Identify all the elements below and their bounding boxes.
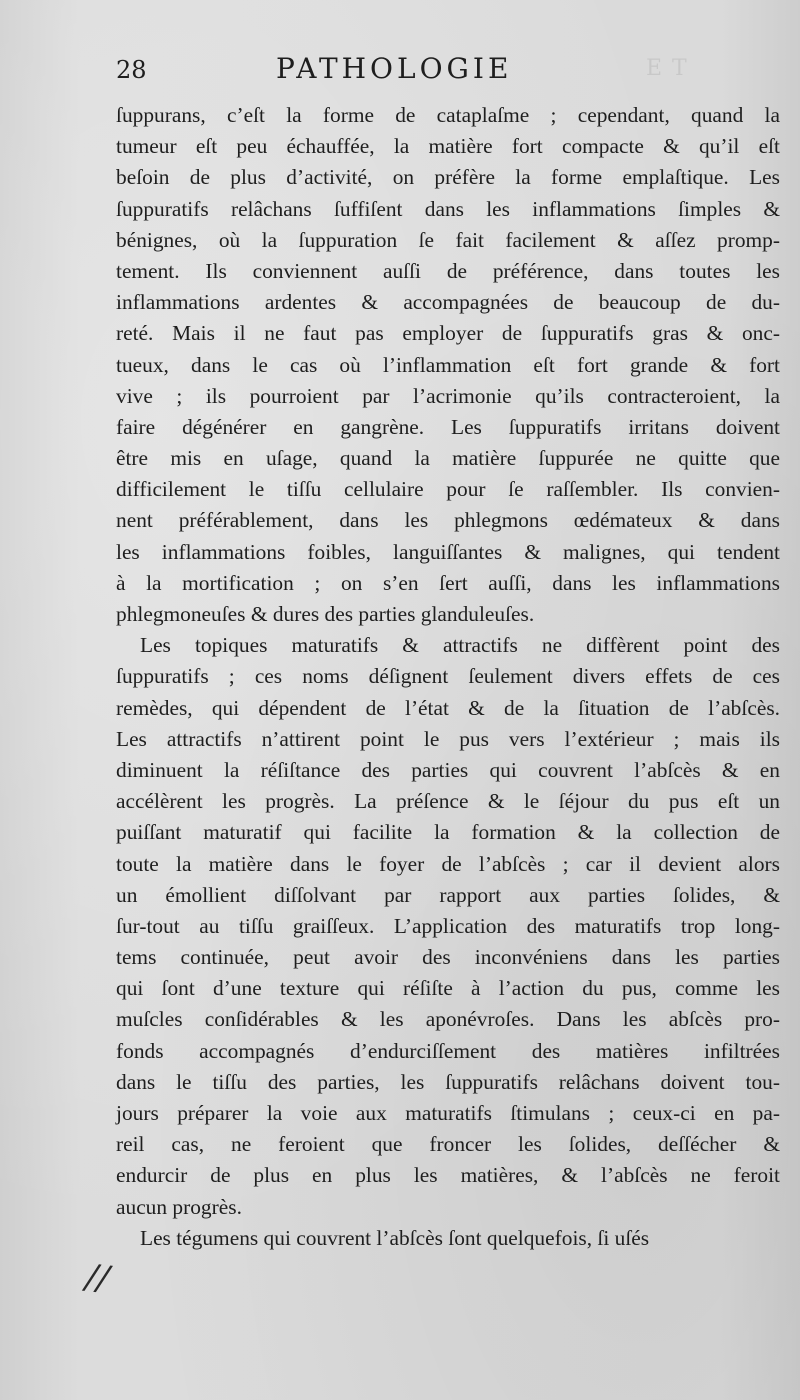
text-line: bénignes, où la ſuppuration ſe fait facilement & aſſez promp- <box>116 227 780 252</box>
page-number: 28 <box>116 56 147 84</box>
text-line: ſuppuratifs relâchans ſuffiſent dans les inflammations ſimples & <box>116 196 780 221</box>
text-line: phlegmoneuſes & dures des parties glanduleuſes. <box>116 602 535 626</box>
paragraph <box>116 100 780 630</box>
page-header <box>116 52 776 92</box>
text-line: tement. Ils conviennent auſſi de préférence, dans toutes les <box>116 258 780 283</box>
text-line: fonds accompagnés d’endurciſſement des matières infiltrées <box>116 1038 780 1063</box>
paragraph <box>116 1223 780 1254</box>
text-line: Les tégumens qui couvrent l’abſcès ſont quelquefois, ſi uſés <box>140 1225 650 1250</box>
text-line: toute la matière dans le foyer de l’abſcès ; car il devient alors <box>116 851 780 876</box>
text-line: Les attractifs n’attirent point le pus vers l’extérieur ; mais ils <box>116 726 780 751</box>
text-line: ſur-tout au tiſſu graiſſeux. L’application des maturatifs trop long- <box>116 913 780 938</box>
text-line: muſcles conſidérables & les aponévroſes. Dans les abſcès pro- <box>116 1007 780 1032</box>
text-line: ſuppuratifs ; ces noms déſignent ſeulement divers effets de ces <box>116 664 780 689</box>
text-line: puiſſant maturatif qui facilite la formation & la collection de <box>116 820 780 845</box>
text-line: Les topiques maturatifs & attractifs ne diffèrent point des <box>140 633 780 658</box>
text-line: tueux, dans le cas où l’inflammation eſt fort grande & fort <box>116 352 780 377</box>
text-line: remèdes, qui dépendent de l’état & de la ſituation de l’abſcès. <box>116 695 780 720</box>
text-line: faire dégénérer en gangrène. Les ſuppuratifs irritans doivent <box>116 414 780 439</box>
text-line: jours préparer la voie aux maturatifs ſtimulans ; ceux-ci en pa- <box>116 1101 780 1125</box>
running-title: PATHOLOGIE <box>276 52 513 85</box>
text-line: dans le tiſſu des parties, les ſuppuratifs relâchans doivent tou- <box>116 1069 780 1094</box>
text-line: reil cas, ne feroient que froncer les ſolides, deſſécher & <box>116 1132 780 1157</box>
text-line: être mis en uſage, quand la matière ſuppurée ne quitte que <box>116 446 780 471</box>
text-line: nent préférablement, dans les phlegmons œdémateux & dans <box>116 508 780 533</box>
text-line: reté. Mais il ne faut pas employer de ſuppuratifs gras & onc- <box>116 321 780 346</box>
text-line: tems continuée, peut avoir des inconvéniens dans les parties <box>116 945 780 970</box>
text-line: difficilement le tiſſu cellulaire pour ſe raſſembler. Ils convien- <box>116 477 780 502</box>
text-line: endurcir de plus en plus les matières, & l’abſcès ne feroit <box>116 1163 780 1188</box>
bleed-through-text: ET <box>646 56 697 81</box>
text-line: à la mortification ; on s’en ſert auſſi, dans les inflammations <box>116 570 780 595</box>
text-line: vive ; ils pourroient par l’acrimonie qu’ils contracteroient, la <box>116 383 780 408</box>
text-line: diminuent la réſiſtance des parties qui couvrent l’abſcès & en <box>116 757 780 782</box>
margin-mark: // <box>83 1256 111 1300</box>
text-line: les inflammations foibles, languiſſantes & malignes, qui tendent <box>116 539 780 564</box>
paragraph <box>116 630 780 1223</box>
text-line: beſoin de plus d’activité, on préfère la forme emplaſtique. Les <box>116 165 780 190</box>
text-line: qui ſont d’une texture qui réſiſte à l’action du pus, comme les <box>116 976 780 1001</box>
text-line: ſuppurans, c’eſt la forme de cataplaſme ; cependant, quand la <box>116 103 780 127</box>
text-line: aucun progrès. <box>116 1194 242 1219</box>
body-text <box>116 100 780 1254</box>
text-line: accélèrent les progrès. La préſence & le ſéjour du pus eſt un <box>116 789 780 814</box>
text-line: inflammations ardentes & accompagnées de beaucoup de du- <box>116 290 780 315</box>
text-line: tumeur eſt peu échauffée, la matière fort compacte & qu’il eſt <box>116 134 780 159</box>
text-line: un émollient diſſolvant par rapport aux parties ſolides, & <box>116 882 780 907</box>
